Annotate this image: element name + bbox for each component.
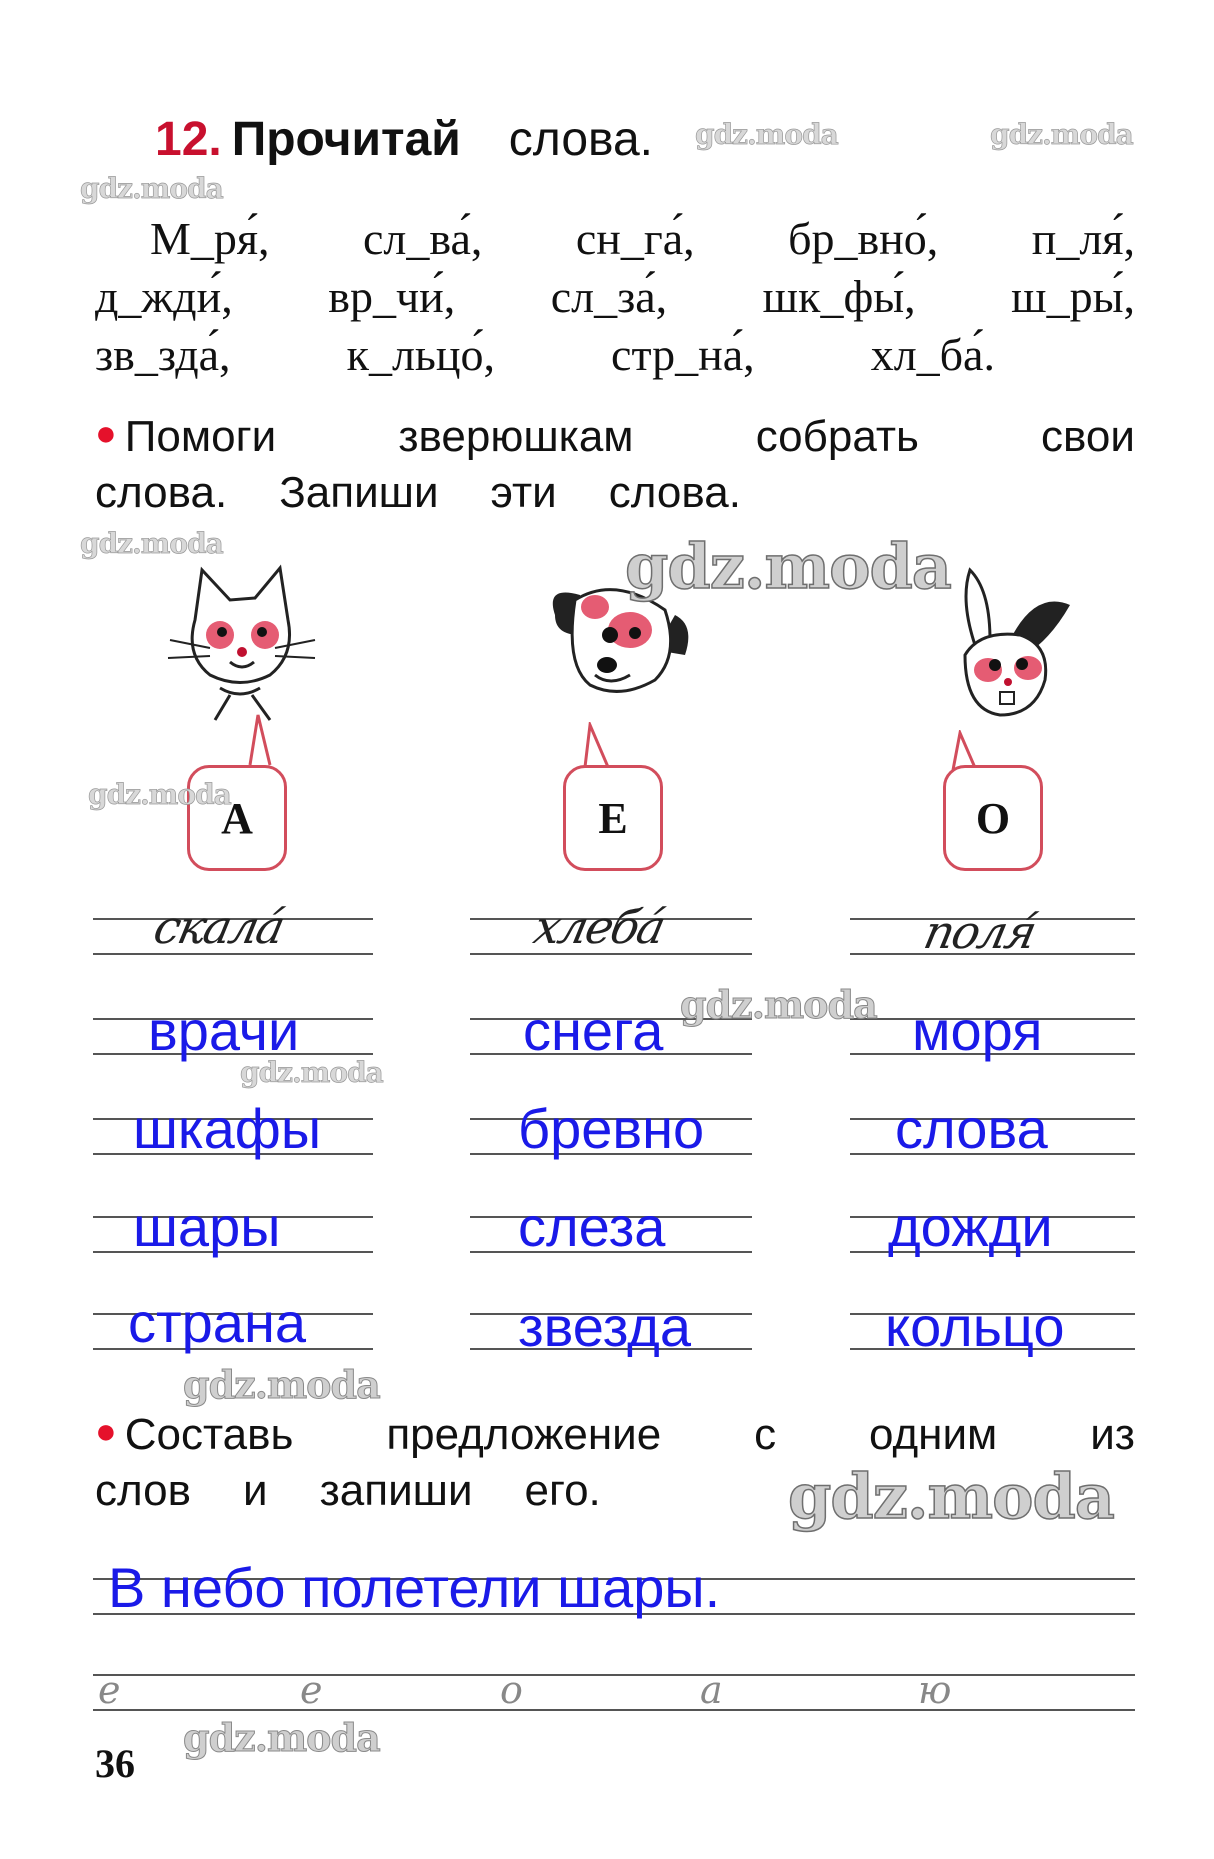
watermark: gdz.moda	[240, 1056, 383, 1089]
task-verb: Прочитай	[231, 113, 461, 166]
source-word: вр_чи́,	[328, 271, 456, 322]
watermark: gdz.moda	[88, 778, 231, 811]
source-word: М_ря́,	[150, 213, 270, 264]
answer-sentence: В небо полетели шары.	[108, 1556, 721, 1619]
instruction-1: ● Помоги зверюшкам собрать свои слова. Запиши эти слова.	[95, 412, 1135, 517]
source-words-line-3	[95, 328, 995, 381]
answer-word: врачи	[148, 999, 300, 1062]
source-word: бр_вно́,	[788, 213, 939, 264]
bubble-tail	[240, 710, 280, 770]
bullet-icon: ●	[95, 1410, 117, 1451]
answer-word: звезда	[518, 1295, 691, 1358]
copy-letter: ю	[918, 1668, 952, 1712]
source-word: зв_зда́,	[95, 329, 231, 380]
instruction-2: ● Составь предложение с одним из слов и запиши его.	[95, 1410, 1135, 1515]
source-word: п_ля́,	[1031, 213, 1135, 264]
example-word: скала́	[149, 900, 289, 954]
watermark: gdz.moda	[680, 982, 877, 1027]
copy-letter: е	[300, 1668, 323, 1712]
watermark: gdz.moda	[788, 1460, 1114, 1533]
answer-word: бревно	[518, 1097, 705, 1160]
source-word: шк_фы́,	[762, 271, 916, 322]
answer-word: кольцо	[885, 1295, 1065, 1358]
copy-letter: е	[98, 1668, 121, 1712]
source-word: сл_за́,	[550, 271, 668, 322]
watermark: gdz.moda	[990, 118, 1133, 151]
task-number: 12.	[155, 113, 222, 166]
bubble-a: А	[187, 765, 287, 871]
watermark: gdz.moda	[183, 1362, 380, 1407]
source-word: ш_ры́,	[1011, 271, 1135, 322]
watermark: gdz.moda	[183, 1715, 380, 1760]
copy-letter: о	[500, 1668, 523, 1712]
example-word: хлеба́	[529, 900, 669, 954]
source-word: к_льцо́,	[346, 329, 495, 380]
source-words-line-1	[150, 212, 1135, 265]
answer-word: моря	[912, 999, 1043, 1062]
page-number: 36	[95, 1741, 135, 1786]
answer-word: шкафы	[133, 1097, 322, 1160]
bullet-icon: ●	[95, 412, 117, 453]
answer-word: дожди	[888, 1195, 1053, 1258]
writing-line	[93, 1674, 1135, 1676]
watermark: gdz.moda	[80, 527, 223, 560]
rabbit-illustration	[940, 560, 1080, 725]
answer-word: слова	[895, 1097, 1048, 1160]
source-words-line-2	[95, 270, 1135, 323]
source-word: сн_га́,	[575, 213, 695, 264]
writing-line	[93, 1709, 1135, 1711]
answer-word: слеза	[518, 1195, 666, 1258]
watermark: gdz.moda	[80, 172, 223, 205]
answer-word: снега	[523, 999, 664, 1062]
task-header	[155, 112, 653, 167]
copy-letter: а	[700, 1668, 723, 1712]
watermark: gdz.moda	[695, 118, 838, 151]
example-word: поля́	[919, 905, 1040, 959]
source-word: сл_ва́,	[362, 213, 483, 264]
answer-word: страна	[128, 1291, 307, 1354]
source-word: хл_ба́.	[870, 329, 995, 380]
watermark: gdz.moda	[625, 530, 951, 603]
task-rest: слова.	[508, 113, 653, 166]
answer-word: шары	[133, 1195, 281, 1258]
cat-illustration	[160, 560, 320, 725]
source-word: д_жди́,	[95, 271, 233, 322]
bubble-o: О	[943, 765, 1043, 871]
bubble-e: Е	[563, 765, 663, 871]
source-word: стр_на́,	[611, 329, 755, 380]
